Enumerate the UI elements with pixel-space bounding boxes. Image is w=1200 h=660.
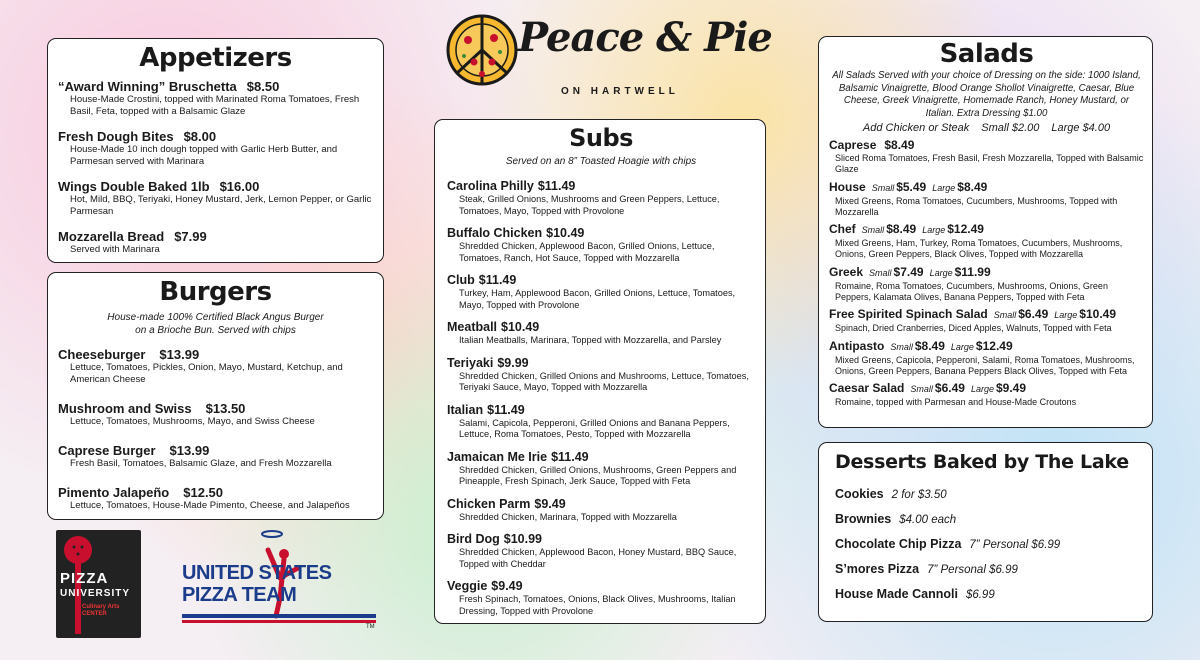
item-description: Lettuce, Tomatoes, Mushrooms, Mayo, and Swiss Cheese (70, 416, 315, 427)
size-label: Large (1054, 310, 1078, 321)
salads-addon (829, 122, 1144, 134)
subs-title: Subs (569, 124, 633, 152)
small-price: $7.49 (893, 264, 924, 279)
item-price: $10.49 (546, 226, 585, 240)
size-label: Small (861, 225, 885, 236)
burgers-subtitle-line: on a Brioche Bun. Served with chips (135, 325, 296, 336)
addon-small: Small $2.00 (981, 122, 1040, 134)
large-price: $11.99 (954, 264, 991, 279)
item-price: $8.00 (183, 129, 217, 144)
size-label: Large (950, 341, 974, 352)
large-price: $8.49 (957, 179, 988, 194)
badge-subline: CENTER (82, 611, 107, 617)
subs-subtitle: Served on an 8” Toasted Hoagie with chips (505, 156, 697, 167)
dessert-item (835, 512, 1140, 526)
item-price: $8.49 (884, 138, 915, 152)
item-name: Cheeseburger (58, 347, 146, 362)
addon-label: Add Chicken or Steak (862, 122, 970, 134)
badge-line: UNIVERSITY (60, 588, 131, 599)
addon-large: Large $4.00 (1051, 122, 1111, 134)
item-name: Pimento Jalapeño (58, 485, 170, 500)
small-price: $5.49 (896, 179, 927, 194)
menu-item (447, 579, 755, 617)
item-price: $13.99 (169, 443, 210, 458)
menu-item (829, 138, 1144, 176)
brand-tagline: ON HARTWELL (561, 86, 679, 97)
menu-item (447, 356, 755, 394)
item-price: $11.49 (487, 402, 525, 417)
item-price: $4.00 each (899, 514, 957, 526)
menu-item (58, 229, 373, 256)
item-price: $13.99 (159, 347, 200, 362)
menu-item (58, 401, 373, 428)
large-price: $9.49 (995, 381, 1026, 396)
item-description: Lettuce, Tomatoes, House-Made Pimento, Cheese, and Jalapeños (70, 500, 350, 511)
item-description: House-Made Crostini, topped with Marinated Roma Tomatoes, Fresh Basil, Feta, topped with a Balsamic Glaze (70, 94, 360, 117)
item-name: Caprese (829, 138, 877, 152)
item-name: Fresh Dough Bites (58, 129, 174, 144)
item-name: Caesar Salad (829, 381, 905, 396)
badge-line: PIZZA TEAM (182, 584, 297, 606)
item-name: Wings Double Baked 1lb (58, 179, 210, 194)
item-name: Meatball (447, 320, 498, 334)
item-name: Greek (829, 264, 864, 279)
trademark: TM (366, 624, 375, 630)
item-price: 2 for $3.50 (891, 489, 947, 501)
desserts-title: Desserts Baked by The Lake (835, 451, 1129, 473)
item-name: “Award Winning” Bruschetta (58, 79, 237, 94)
item-price: $10.99 (503, 532, 543, 546)
item-description: Served with Marinara (70, 244, 160, 255)
us-pizza-team-logo (180, 528, 380, 632)
menu-item (447, 226, 755, 264)
item-name: Teriyaki (447, 355, 494, 370)
dessert-item (835, 562, 1140, 576)
item-price: $7.99 (174, 229, 207, 244)
pizza-icon (444, 12, 520, 88)
item-description: Turkey, Ham, Applewood Bacon, Grilled Onions, Lettuce, Tomatoes, Mayo, Topped with Provolone (459, 288, 736, 310)
item-description: Steak, Grilled Onions, Mushrooms and Green Peppers, Lettuce, Tomatoes, Mayo, Topped with Provolone (459, 194, 720, 216)
menu-item (829, 222, 1144, 261)
item-price: $16.00 (219, 179, 260, 194)
menu-item (447, 497, 755, 524)
item-name: Jamaican Me Irie (447, 449, 548, 464)
item-description: Sliced Roma Tomatoes, Fresh Basil, Fresh Mozzarella, Topped with Balsamic Glaze (835, 153, 1144, 175)
item-description: Shredded Chicken, Marinara, Topped with Mozzarella (459, 511, 677, 522)
badge-line: PIZZA (60, 570, 109, 587)
badge-line (82, 604, 119, 618)
dessert-item (835, 587, 1140, 601)
item-description: Fresh Spinach, Tomatoes, Onions, Black Olives, Mushrooms, Italian Dressing, Topped with Provolone (459, 594, 736, 616)
item-price: $9.99 (497, 355, 529, 370)
burgers-panel (47, 272, 384, 520)
badge-line: UNITED STATES (182, 562, 332, 584)
menu-item (829, 265, 1144, 304)
item-description: Fresh Basil, Tomatoes, Balsamic Glaze, and Fresh Mozzarella (70, 458, 332, 469)
menu-item (58, 129, 373, 168)
item-price: $6.99 (965, 589, 995, 601)
desserts-panel (818, 442, 1153, 622)
menu-item (829, 307, 1144, 334)
item-name: House Made Cannoli (835, 587, 958, 601)
item-name: Antipasto (829, 338, 885, 353)
item-name: Buffalo Chicken (447, 226, 543, 240)
item-price: 7” Personal $6.99 (927, 564, 1018, 576)
item-name: Chocolate Chip Pizza (835, 537, 962, 551)
item-price: $10.49 (501, 320, 540, 334)
item-name: Mozzarella Bread (58, 229, 165, 244)
subs-panel (434, 119, 766, 624)
item-price: $8.50 (246, 79, 280, 94)
item-price: $11.49 (478, 273, 517, 287)
size-label: Small (890, 341, 913, 352)
item-price: $13.50 (205, 401, 246, 416)
menu-item (58, 179, 373, 218)
item-name: Bird Dog (447, 532, 500, 546)
item-description: Shredded Chicken, Grilled Onions and Mushrooms, Lettuce, Tomatoes, Teriyaki Sauce, Mayo, Topped with Mozzarella (459, 370, 749, 392)
brand-name: Peace & Pie (518, 14, 772, 61)
item-description: Shredded Chicken, Applewood Bacon, Grilled Onions, Lettuce, Tomatoes, Ranch, Hot Sauce, Topped with Mozzarella (459, 241, 715, 263)
brand-logo (444, 12, 772, 102)
item-name: Chef (829, 222, 856, 237)
appetizers-title: Appetizers (139, 43, 292, 73)
item-description: Shredded Chicken, Grilled Onions, Mushrooms, Green Peppers and Pineapple, Fresh Spinach, Jerk Sauce, Topped with Feta (459, 464, 737, 486)
item-description: House-Made 10 inch dough topped with Garlic Herb Butter, and Parmesan served with Marinara (70, 144, 338, 167)
size-label: Small (871, 182, 895, 193)
item-description: Lettuce, Tomatoes, Pickles, Onion, Mayo, Mustard, Ketchup, and American Cheese (70, 362, 343, 385)
item-price: $11.49 (551, 449, 589, 464)
size-label: Small (869, 267, 892, 278)
small-price: $8.49 (914, 338, 945, 353)
burgers-subtitle-line: House-made 100% Certified Black Angus Burger (107, 312, 324, 323)
item-description: Mixed Greens, Ham, Turkey, Roma Tomatoes, Cucumbers, Mushrooms, Onions, Green Peppers, Black Olives, Topped with Mozzarella (835, 238, 1123, 260)
large-price: $12.49 (947, 222, 984, 237)
menu-item (829, 339, 1144, 378)
item-description: Salami, Capicola, Pepperoni, Grilled Onions and Banana Peppers, Lettuce, Roma Tomatoes, Pesto, Topped with Mozzarella (459, 417, 730, 439)
menu-item (58, 443, 373, 470)
large-price: $10.49 (1079, 307, 1116, 322)
badge-subline: Culinary Arts (82, 604, 120, 610)
menu-item (447, 450, 755, 488)
menu-item (447, 179, 755, 217)
burgers-subtitle (58, 311, 373, 337)
menu-item (829, 381, 1144, 408)
item-price: $9.49 (534, 496, 566, 511)
small-price: $6.49 (1018, 307, 1049, 322)
menu-item (447, 273, 755, 311)
item-name: S’mores Pizza (835, 562, 920, 576)
item-name: House (829, 179, 866, 194)
menu-item (447, 532, 755, 570)
size-label: Large (970, 384, 994, 395)
menu-item (58, 347, 373, 386)
item-description: Romaine, topped with Parmesan and House-Made Croutons (835, 397, 1077, 408)
salads-title: Salads (939, 39, 1034, 69)
item-price: $9.49 (491, 579, 523, 593)
salads-subtitle: All Salads Served with your choice of Dressing on the side: 1000 Island, Balsamic Vinaigrette, Blood Orange Shollot Vinaigrette, Caesar, Blue Cheese, Greek Vinaigrette, Homemade Ranch, Honey Mustard, or Italian. Extra Dressing $1.00 (832, 70, 1141, 119)
small-price: $8.49 (886, 222, 917, 237)
item-price: $12.50 (183, 485, 224, 500)
item-description: Romaine, Roma Tomatoes, Cucumbers, Mushrooms, Onions, Green Peppers, Kalamata Olives, Banana Peppers, Topped with Feta (835, 280, 1108, 303)
menu-item (447, 403, 755, 441)
item-description: Spinach, Dried Cranberries, Diced Apples, Walnuts, Topped with Feta (835, 323, 1112, 334)
size-label: Large (922, 225, 946, 236)
item-name: Carolina Philly (447, 179, 534, 193)
size-label: Small (993, 310, 1017, 321)
item-name: Caprese Burger (58, 443, 156, 458)
item-name: Italian (447, 402, 484, 417)
item-description: Mixed Greens, Capicola, Pepperoni, Salami, Roma Tomatoes, Mushrooms, Onions, Green Peppers, Banana Peppers Black Olives, Topped with Feta (835, 354, 1135, 376)
size-label: Small (910, 384, 933, 395)
salads-panel (818, 36, 1153, 428)
size-label: Large (932, 182, 956, 193)
item-description: Italian Meatballs, Marinara, Topped with Mozzarella, and Parsley (459, 335, 722, 345)
menu-item (447, 320, 755, 347)
dessert-item (835, 537, 1140, 551)
item-description: Hot, Mild, BBQ, Teriyaki, Honey Mustard, Jerk, Lemon Pepper, or Garlic Parmesan (70, 194, 372, 217)
item-description: Shredded Chicken, Applewood Bacon, Honey Mustard, BBQ Sauce, Topped with Cheddar (459, 547, 737, 569)
menu-item (829, 180, 1144, 219)
item-name: Club (447, 273, 475, 287)
item-name: Cookies (835, 487, 884, 501)
size-label: Large (929, 267, 953, 278)
item-name: Mushroom and Swiss (58, 401, 192, 416)
menu-item (58, 79, 373, 118)
pizza-university-logo (56, 530, 141, 638)
appetizers-panel (47, 38, 384, 263)
item-name: Brownies (835, 512, 892, 526)
large-price: $12.49 (975, 338, 1013, 353)
item-name: Free Spirited Spinach Salad (829, 307, 988, 322)
item-price: $11.49 (537, 179, 576, 193)
item-name: Veggie (447, 579, 488, 593)
item-description: Mixed Greens, Roma Tomatoes, Cucumbers, Mushrooms, Topped with Mozzarella (835, 195, 1118, 217)
dessert-item (835, 487, 1140, 501)
item-name: Chicken Parm (447, 496, 531, 511)
burgers-title: Burgers (159, 277, 272, 307)
menu-item (58, 485, 373, 512)
small-price: $6.49 (934, 381, 965, 396)
item-price: 7” Personal $6.99 (969, 539, 1061, 551)
